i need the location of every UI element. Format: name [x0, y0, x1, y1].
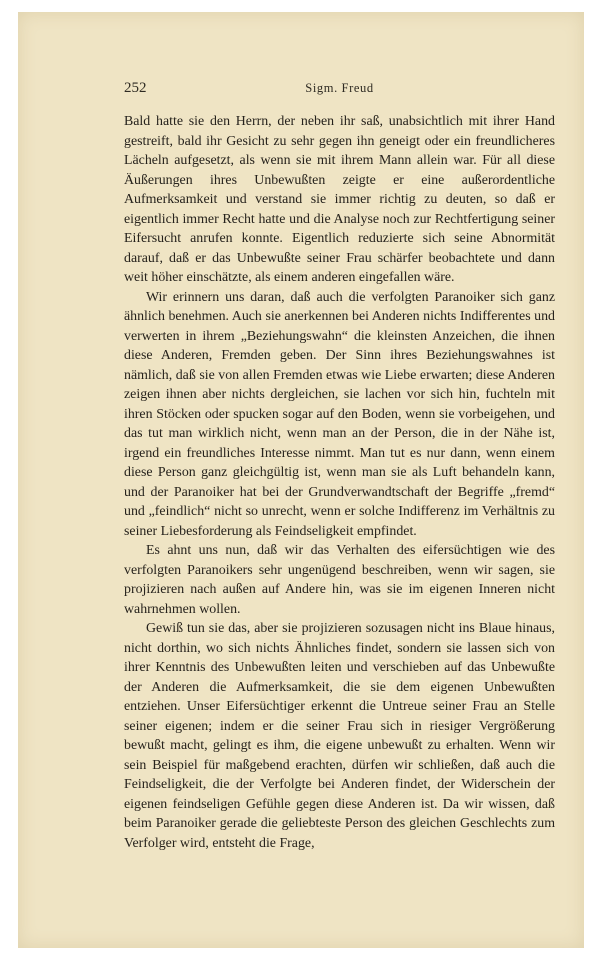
- paragraph-2: Wir erinnern uns daran, daß auch die verfolgten Paranoiker sich ganz ähnlich benehmen. Auch sie anerkennen bei Anderen nichts Indifferentes und verwerten in ihrem „Beziehungswahn“ die kleinsten Anzeichen, die ihnen diese Anderen, Fremden geben. Der Sinn ihres Beziehungswahnes ist nämlich, daß sie von allen Fremden etwas wie Liebe erwarten; diese Anderen zeigen ihnen aber nichts dergleichen, sie lachen vor sich hin, fuchteln mit ihren Stöcken oder spucken sogar auf den Boden, wenn sie vorbeigehen, und das tut man wirklich nicht, wenn man an der Person, die in der Nähe ist, irgend ein freundliches Interesse nimmt. Man tut es nur dann, wenn einem diese Person ganz gleichgültig ist, wenn man sie als Luft behandeln kann, und der Paranoiker hat bei der Grundverwandtschaft der Begriffe „fremd“ und „feindlich“ nicht so unrecht, wenn er solche Indifferenz im Verhältnis zu seiner Liebesforderung als Feindseligkeit empfindet.: [124, 289, 555, 539]
- paragraph-1: Bald hatte sie den Herrn, der neben ihr saß, unabsichtlich mit ihrer Hand gestreift, bald ihr Gesicht zu sehr gegen ihn geneigt oder ein freundlicheres Lächeln aufgesetzt, als wenn sie mit ihrem Mann allein war. Für all diese Äußerungen ihres Unbewußten zeigte er eine außerordentliche Aufmerksamkeit und verstand sie immer richtig zu deuten, so daß er eigentlich immer Recht hatte und die Analyse noch zur Rechtfertigung seiner Eifersucht anrufen konnte. Eigentlich reduzierte sich seine Abnormität darauf, daß er das Unbewußte seiner Frau schärfer beobachtete und dann weit höher einschätzte, als einem anderen eingefallen wäre.: [124, 114, 555, 285]
- paragraph-3: Es ahnt uns nun, daß wir das Verhalten des eifersüchtigen wie des verfolgten Paranoikers sehr ungenügend beschreiben, wenn wir sagen, sie projizieren nach außen auf Andere hin, was sie im eigenen Inneren nicht wahrnehmen wollen.: [124, 543, 555, 617]
- book-page: [18, 12, 584, 948]
- page-header: [124, 80, 555, 100]
- paragraph-4: Gewiß tun sie das, aber sie projizieren sozusagen nicht ins Blaue hinaus, nicht dorthin, wo sich nichts Ähnliches findet, sondern sie lassen sich von ihrer Kenntnis des Unbewußten leiten und verschieben auf das Unbewußte der Anderen die Aufmerksamkeit, die sie dem eigenen Unbewußten entziehen. Unser Eifersüchtiger erkennt die Untreue seiner Frau an Stelle seiner eigenen; indem er die seiner Frau sich in riesiger Vergrößerung bewußt macht, gelingt es ihm, die eigene unbewußt zu erhalten. Wenn wir sein Beispiel für maßgebend erachten, dürfen wir schließen, daß auch die Feindseligkeit, die der Verfolgte bei Anderen findet, der Widerschein der eigenen feindseligen Gefühle gegen diese Anderen ist. Da wir wissen, daß beim Paranoiker gerade die geliebteste Person des gleichen Geschlechts zum Verfolger wird, entsteht die Frage,: [124, 621, 555, 851]
- body-text: [124, 112, 555, 853]
- running-head: Sigm. Freud: [305, 81, 374, 95]
- page-number: 252: [124, 80, 147, 96]
